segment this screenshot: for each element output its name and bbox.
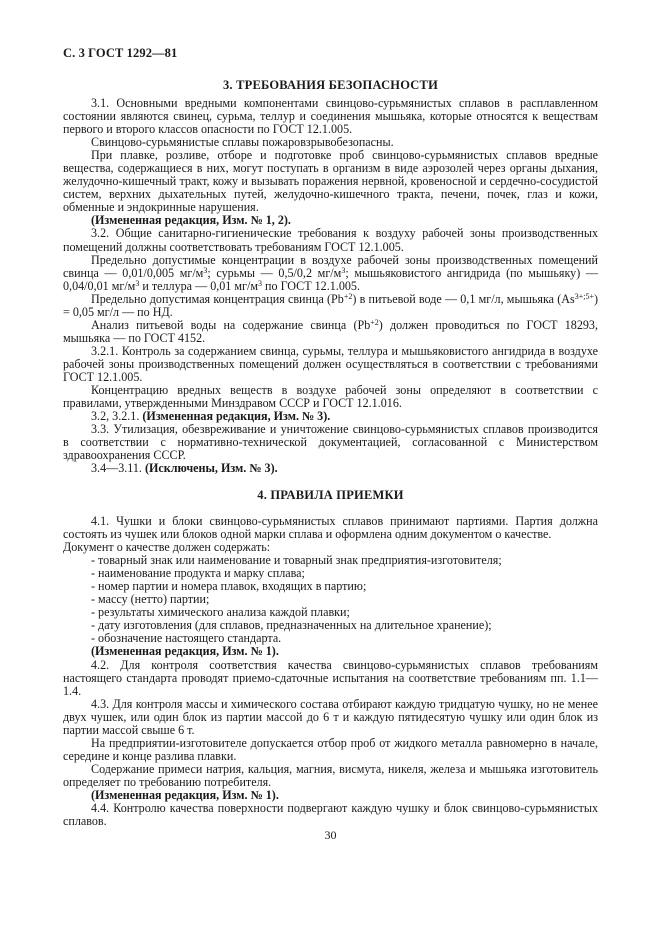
list-item: - обозначение настоящего стандарта. <box>91 631 282 646</box>
list-item: - наименование продукта и марку сплава; <box>91 566 305 581</box>
paragraph-concentration: Концентрацию вредных веществ в воздухе рабочей зоны определяют в соответствии с правилами, утвержденными Минздравом СССР и ГОСТ 12.1.016. <box>63 383 598 411</box>
paragraph-4-4: 4.4. Контролю качества поверхности подвергают каждую чушку и блок свинцово-сурьмянистых сплавов. <box>63 801 598 829</box>
list-item: - массу (нетто) партии; <box>91 592 210 607</box>
list-item: - товарный знак или наименование и товарный знак предприятия-изготовителя; <box>91 553 502 568</box>
paragraph-3-3: 3.3. Утилизация, обезвреживание и уничтожение свинцово-сурьмянистых сплавов производится в соответствии с нормативно-технической документацией, согласованной с Министерством здравоохранения СССР. <box>63 422 598 463</box>
excluded-note: 3.4—3.11. (Исключены, Изм. № 3). <box>91 461 278 476</box>
paragraph-air-limits: Предельно допустимые концентрации в воздухе рабочей зоны производственных помещений свинца — 0,01/0,005 $мг/м^3$; сурьмы — 0,5/0,2 $мг/м^3$; мышьяковистого ангидрида (по мышьяку) — 0,04/0,01 $мг/м^3$ и теллура — 0,01 $мг/м^3$ по ГОСТ 12.1.005. <box>63 252 598 293</box>
paragraph-4-1: 4.1. Чушки и блоки свинцово-сурьмянистых сплавов принимают партиями. Партия должна состоять из чушек или блоков одной марки сплава и оформлена одним документом о качестве. <box>63 514 598 542</box>
paragraph-4-3: 4.3. Для контроля массы и химического состава отбирают каждую тридцатую чушку, но не менее двух чушек, или один блок из партии массой до 6 т и каждую пятидесятую чушку или один блок из партии массой свыше 6 т. <box>63 696 598 737</box>
section-4-body <box>63 515 598 828</box>
paragraph-water-limits: Предельно допустимая концентрация свинца $(Pb^{+2})$ в питьевой воде — 0,1 мг/л, мышьяка $(As^{3+;5+}) = 0,05$ мг/л — по НД. <box>63 291 598 319</box>
doc-contents-intro: Документ о качестве должен содержать: <box>63 540 271 555</box>
amendment-note-4: (Измененная редакция, Изм. № 1). <box>91 787 279 802</box>
paragraph-water-analysis: Анализ питьевой воды на содержание свинца $(Pb^{+2})$ должен проводиться по ГОСТ 18293, мышьяка — по ГОСТ 4152. <box>63 317 598 345</box>
amendment-note-3: (Измененная редакция, Изм. № 1). <box>91 644 279 659</box>
running-head: С. 3 ГОСТ 1292—81 <box>63 46 178 60</box>
amendment-note: (Измененная редакция, Изм. № 1, 2). <box>91 213 291 228</box>
list-item: - номер партии и номера плавок, входящих в партию; <box>91 579 367 594</box>
paragraph-fire-safety: Свинцово-сурьмянистые сплавы пожаровзрывобезопасны. <box>91 135 394 150</box>
amendment-note-2: 3.2, 3.2.1. (Измененная редакция, Изм. № 3). <box>91 409 331 424</box>
paragraph-3-1: 3.1. Основными вредными компонентами свинцово-сурьмянистых сплавов в расплавленном состоянии являются свинец, сурьма, теллур и соединения мышьяка, которые относятся к веществам первого и второго классов опасности по ГОСТ 12.1.005. <box>63 96 598 137</box>
section-4-title: 4. ПРАВИЛА ПРИЕМКИ <box>257 488 404 502</box>
list-item: - дату изготовления (для сплавов, предназначенных на длительное хранение); <box>91 618 492 633</box>
paragraph-3-2-1: 3.2.1. Контроль за содержанием свинца, сурьмы, теллура и мышьяковистого ангидрида в воздухе рабочей зоны производственных помещений должен осуществляться в соответствии с требованиями ГОСТ 12.1.005. <box>63 343 598 384</box>
list-item: - результаты химического анализа каждой плавки; <box>91 605 350 620</box>
page-number: 30 <box>324 828 337 842</box>
paragraph-3-2: 3.2. Общие санитарно-гигиенические требования к воздуху рабочей зоны производственных помещений должны соответствовать требованиям ГОСТ 12.1.005. <box>63 226 598 254</box>
paragraph-impurities: Содержание примеси натрия, кальция, магния, висмута, никеля, железа и мышьяка изготовитель определяет по требованию потребителя. <box>63 761 598 789</box>
paragraph-sampling: На предприятии-изготовителе допускается отбор проб от жидкого металла равномерно в начале, середине и конце разлива плавки. <box>63 735 598 763</box>
section-3-body <box>63 97 598 475</box>
section-3-title: 3. ТРЕБОВАНИЯ БЕЗОПАСНОСТИ <box>222 78 438 92</box>
paragraph-4-2: 4.2. Для контроля соответствия качества свинцово-сурьмянистых сплавов требованиям настоящего стандарта проводят приемо-сдаточные испытания на соответствие требованиям пп. 1.1—1.4. <box>63 657 598 698</box>
paragraph-harmful-substances: При плавке, розливе, отборе и подготовке проб свинцово-сурьмянистых сплавов вредные вещества, содержащиеся в них, могут поступать в организм в виде аэрозолей через органы дыхания, желудочно-кишечный тракт, кожу и вызывать поражения нервной, кровеносной и сердечно-сосудистой систем, верхних дыхательных путей, желудочно-кишечного тракта, печени, почек, глаз и кожи, обменные и эндокринные нарушения. <box>63 148 598 215</box>
